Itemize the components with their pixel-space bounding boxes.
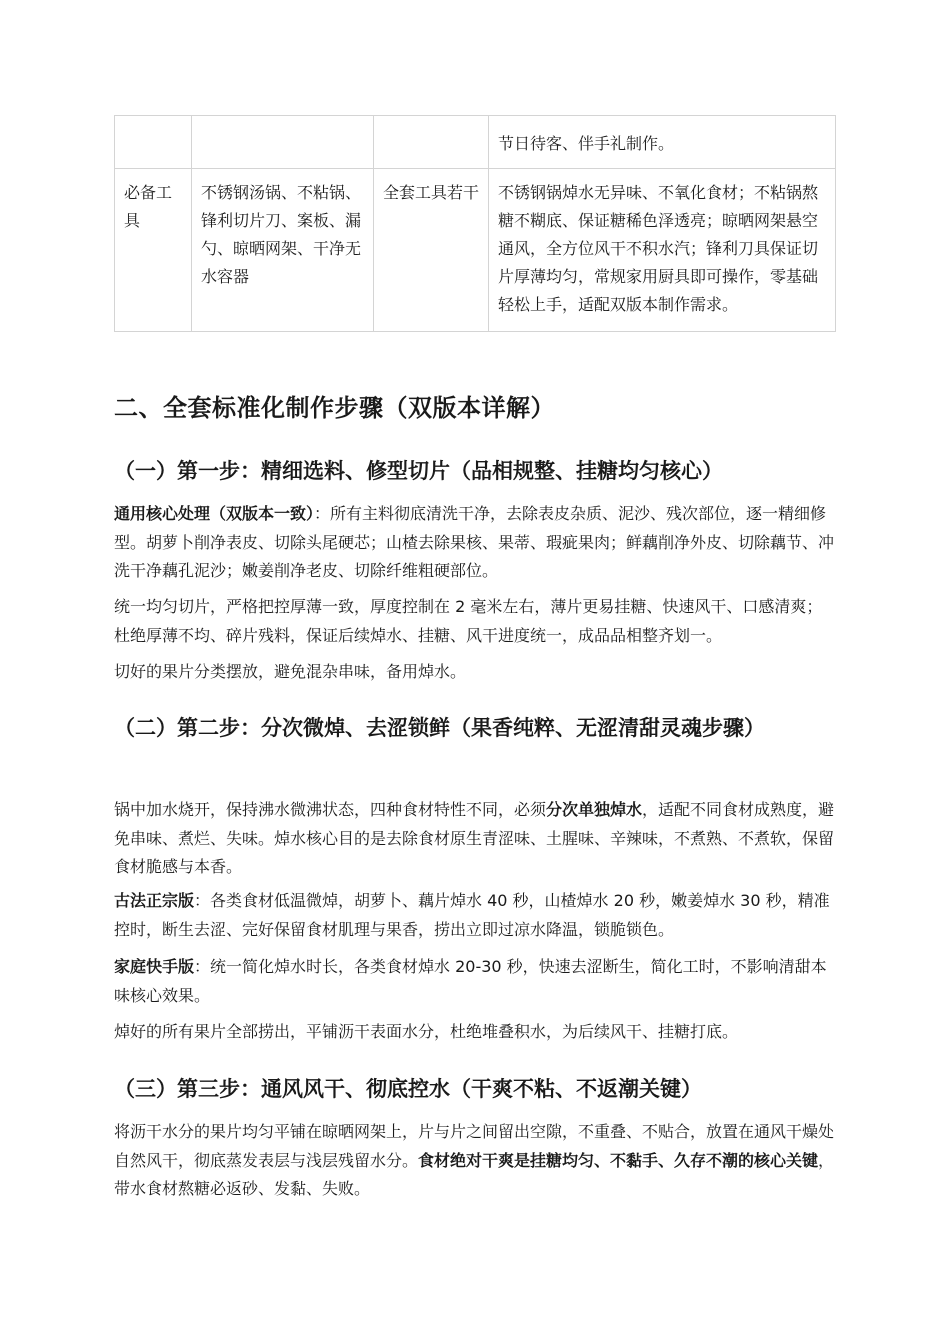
- step1-paragraph-1: [114, 500, 836, 586]
- step2-paragraph-3: [114, 953, 836, 1010]
- table-row: [115, 169, 836, 332]
- step1-bold-lead: 通用核心处理（双版本一致）: [114, 504, 315, 523]
- step2-p3-text: ：统一简化焯水时长，各类食材焯水 20-30 秒，快速去涩断生，简化工时，不影响清甜本味核心效果。: [114, 957, 827, 1005]
- table-cell-tools: 不锈钢汤锅、不粘锅、锋利切片刀、案板、漏勺、晾晒网架、干净无水容器: [192, 169, 374, 332]
- step3-p1-a: 将沥干水分的果片均匀平铺在晾晒网架上，片与片之间留出空隙，不重叠、不贴合，放置在通风干燥处自然风干，彻底蒸发表层与浅层残留水分。: [114, 1122, 835, 1170]
- step2-p2-bold: 古法正宗版: [114, 891, 195, 910]
- step2-paragraph-4: 焯好的所有果片全部捞出，平铺沥干表面水分，杜绝堆叠积水，为后续风干、挂糖打底。: [114, 1022, 739, 1041]
- step3-p1-bold: 食材绝对干爽是挂糖均匀、不黏手、久存不潮的核心关键: [418, 1150, 819, 1170]
- table-cell: [192, 116, 374, 169]
- step3-paragraph-1: [114, 1118, 836, 1204]
- table-cell-label: 必备工具: [115, 169, 192, 332]
- tools-table: [114, 115, 836, 332]
- step2-paragraph-2: [114, 887, 836, 944]
- table-cell: 节日待客、伴手礼制作。: [489, 116, 836, 169]
- step2-p1-b: ，适配不同食材成熟度，避免串味、煮烂、失味。焯水核心目的是去除食材原生青涩味、土腥味、辛辣味，不煮熟、不煮软，保留食材脆感与本香。: [114, 800, 835, 876]
- step2-p1-a: 锅中加水烧开，保持沸水微沸状态，四种食材特性不同，必须: [114, 800, 547, 819]
- step1-heading: （一）第一步：精细选料、修型切片（品相规整、挂糖均匀核心）: [114, 459, 723, 483]
- step1-p1-text: ：所有主料彻底清洗干净，去除表皮杂质、泥沙、残次部位，逐一精细修型。胡萝卜削净表皮、切除头尾硬芯；山楂去除果核、果蒂、瑕疵果肉；鲜藕削净外皮、切除藕节、冲洗干净藕孔泥沙；嫩姜削净老皮、切除纤维粗硬部位。: [114, 504, 835, 580]
- step2-p2-text: ：各类食材低温微焯，胡萝卜、藕片焯水 40 秒，山楂焯水 20 秒，嫩姜焯水 30 秒，精准控时，断生去涩、完好保留食材肌理与果香，捞出立即过凉水降温，锁脆锁色。: [114, 891, 830, 939]
- table-cell: [115, 116, 192, 169]
- step2-paragraph-1: [114, 796, 836, 882]
- step1-paragraph-3: 切好的果片分类摆放，避免混杂串味，备用焯水。: [114, 662, 467, 681]
- table-cell-quantity: 全套工具若干: [374, 169, 489, 332]
- step1-paragraph-2: 统一均匀切片，严格把控厚薄一致，厚度控制在 2 毫米左右，薄片更易挂糖、快速风干、口感清爽；杜绝厚薄不均、碎片残料，保证后续焯水、挂糖、风干进度统一，成品品相整齐划一。: [114, 597, 823, 645]
- step3-heading: （三）第三步：通风风干、彻底控水（干爽不粘、不返潮关键）: [114, 1077, 702, 1101]
- step2-p3-bold: 家庭快手版: [114, 957, 195, 976]
- step2-p1-bold: 分次单独焯水: [546, 800, 643, 819]
- step3-p1-b: ，带水食材熬糖必返砂、发黏、失败。: [114, 1150, 835, 1198]
- table-row: [115, 116, 836, 169]
- table-cell-notes: 不锈钢锅焯水无异味、不氧化食材；不粘锅熬糖不糊底、保证糖稀色泽透亮；晾晒网架悬空通风，全方位风干不积水汽；锋利刀具保证切片厚薄均匀，常规家用厨具即可操作，零基础轻松上手，适配双版本制作需求。: [489, 169, 836, 332]
- table-cell: [374, 116, 489, 169]
- section-title: 二、全套标准化制作步骤（双版本详解）: [114, 394, 555, 422]
- step2-heading: （二）第二步：分次微焯、去涩锁鲜（果香纯粹、无涩清甜灵魂步骤）: [114, 716, 765, 740]
